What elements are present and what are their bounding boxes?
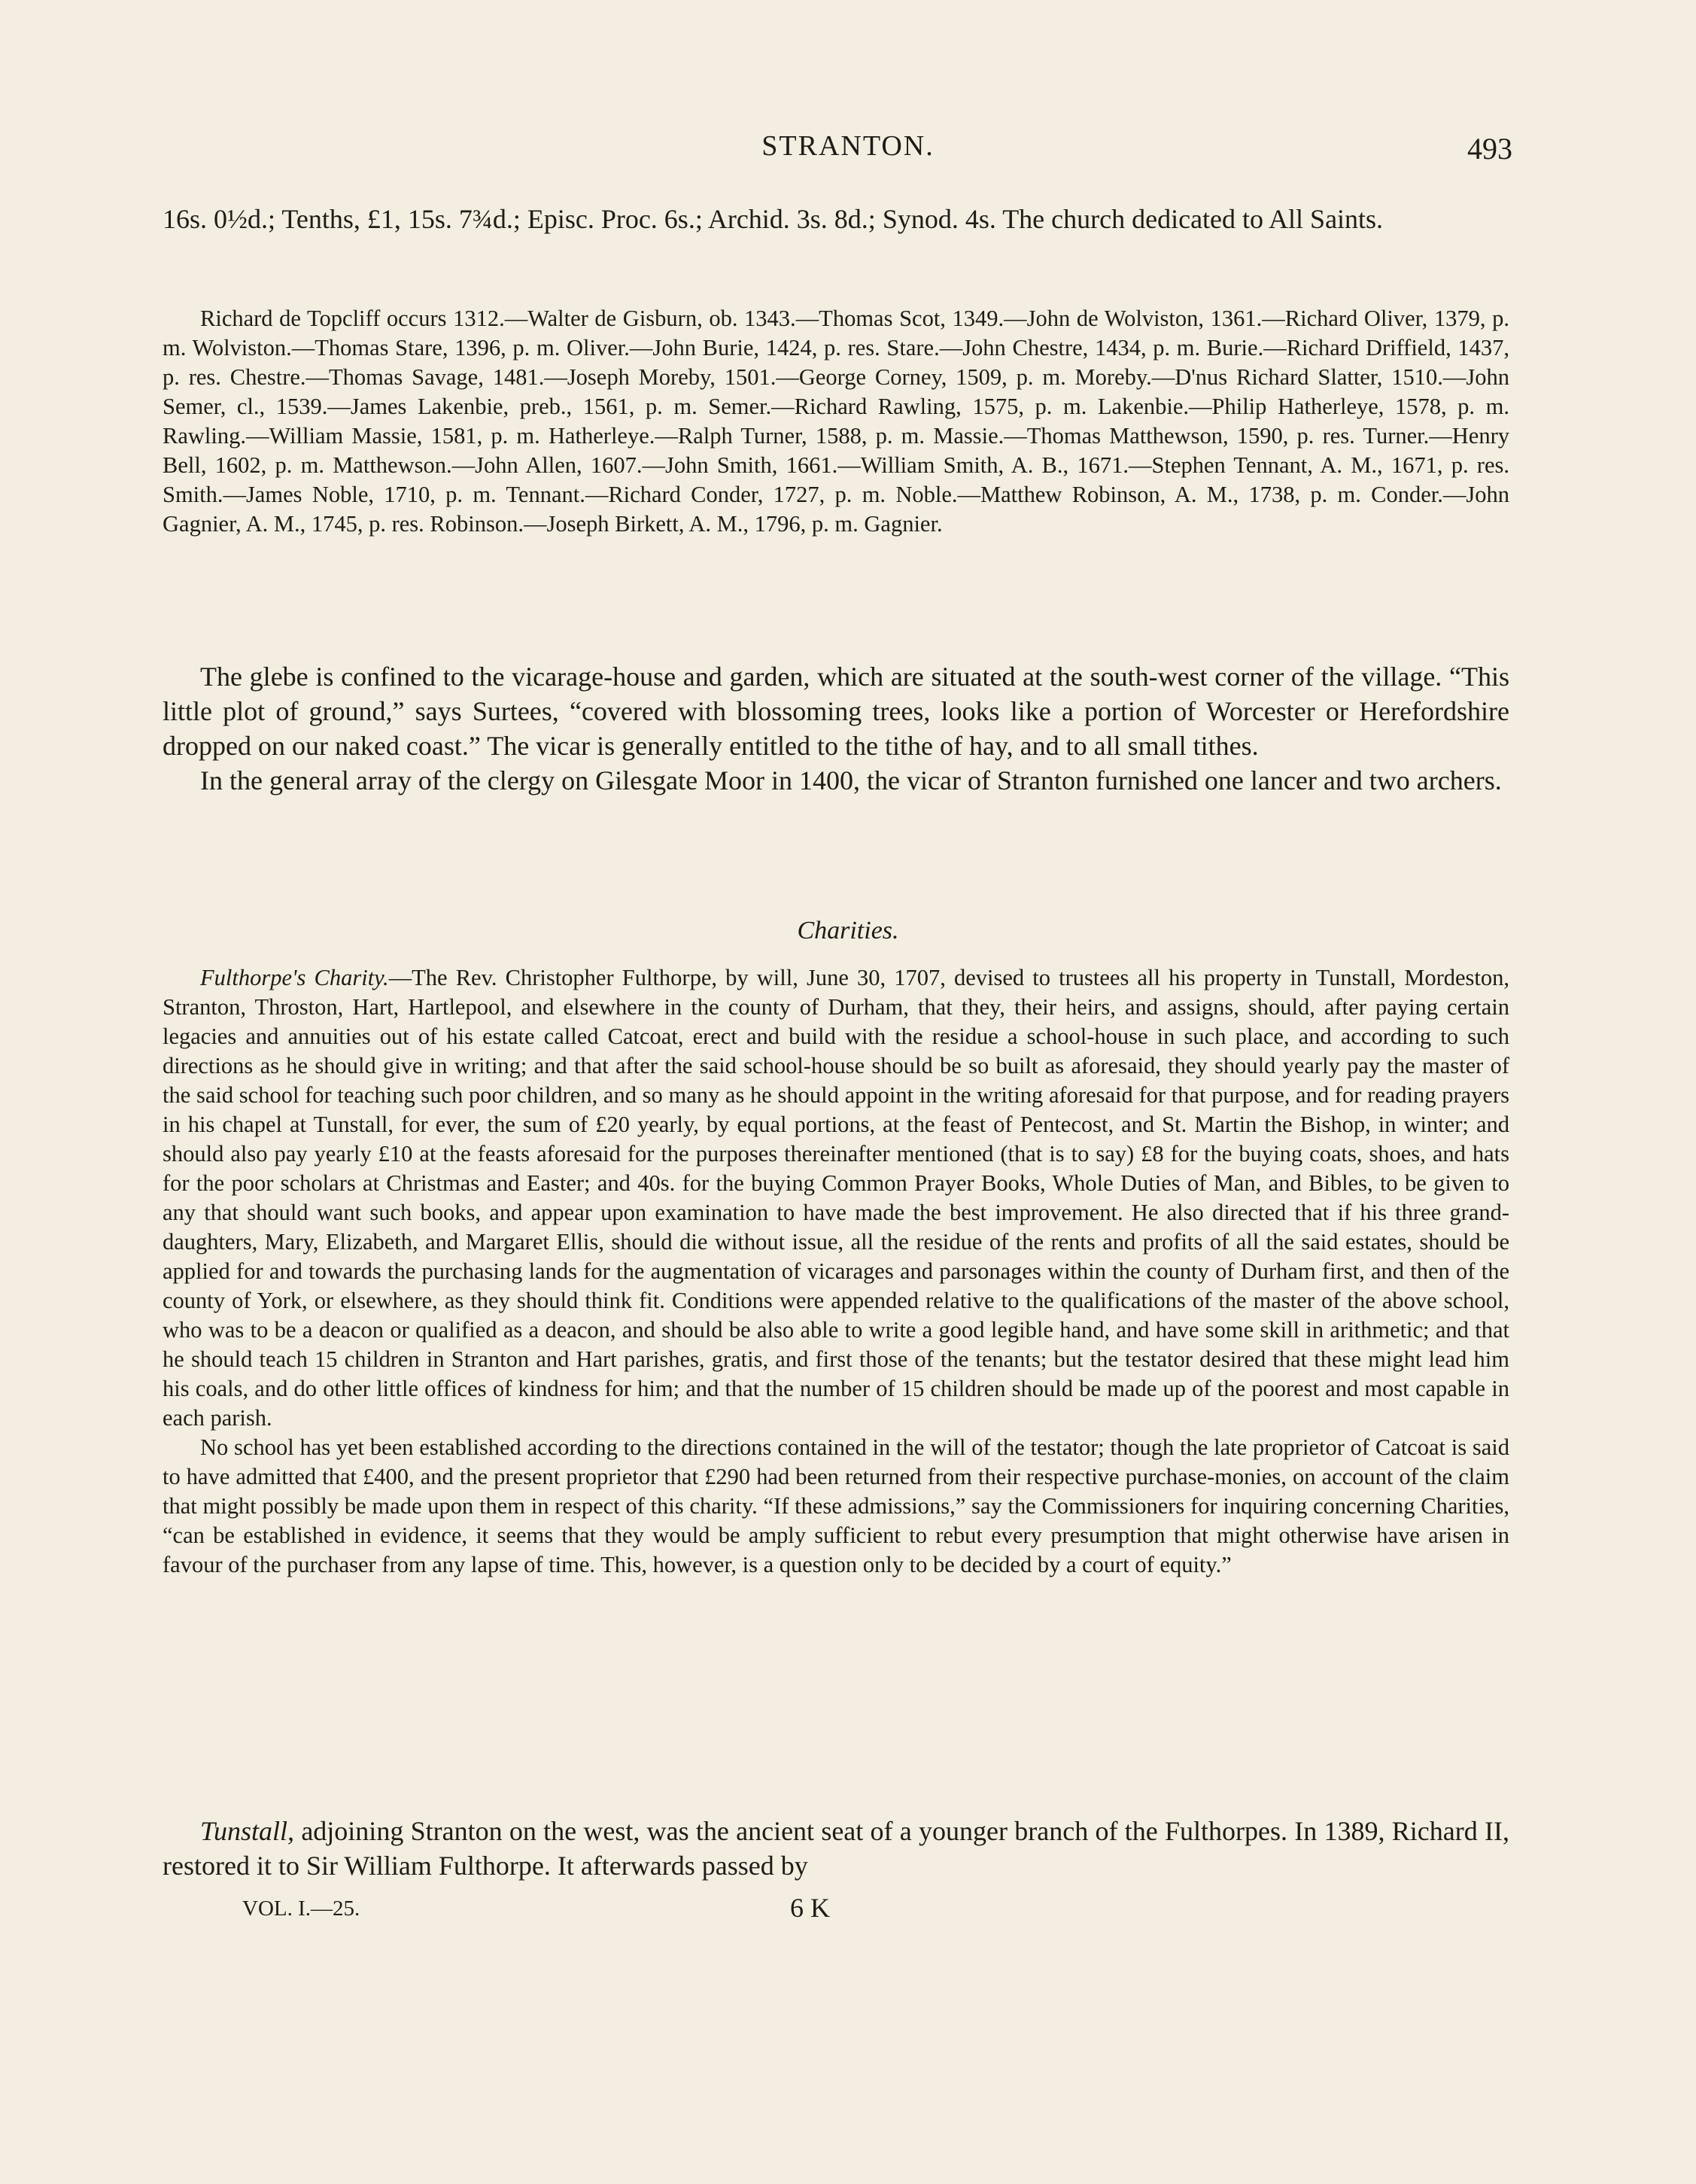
tunstall-paragraph — [163, 1814, 1509, 1883]
fulthorpe-charity-text: —The Rev. Christopher Fulthorpe, by will, June 30, 1707, devised to trustees all his property in Tunstall, Mordeston, Stranton, Throston, Hart, Hartlepool, and elsewhere in the county of Durham, that they, their heirs, and assigns, should, after paying certain legacies and annuities out of his estate called Catcoat, erect and build with the residue a school-house in such place, and according to such directions as he should give in writing; and that after the said school-house should be so built as aforesaid, they should yearly pay the master of the said school for teaching such poor children, and so many as he should appoint in the writing aforesaid for that purpose, and for reading prayers in his chapel at Tunstall, for ever, the sum of £20 yearly, by equal portions, at the feast of Pentecost, and St. Martin the Bishop, in winter; and should also pay yearly £10 at the feasts aforesaid for the purposes thereinafter mentioned (that is to say) £8 for the buying coats, shoes, and hats for the poor scholars at Christmas and Easter; and 40s. for the buying Common Prayer Books, Whole Duties of Man, and Bibles, to be given to any that should want such books, and appear upon examination to have made the best improvement. He also directed that if his three grand-daughters, Mary, Elizabeth, and Margaret Ellis, should die without issue, all the residue of the rents and profits of all the said estates, should be applied for and towards the purchasing lands for the augmentation of vicarages and parsonages within the county of Durham first, and then of the county of York, or elsewhere, as they should think fit. Conditions were appended relative to the qualifications of the master of the above school, who was to be a deacon or qualified as a deacon, and should be also able to write a good legible hand, and have some skill in arithmetic; and that he should teach 15 children in Stranton and Hart parishes, gratis, and first those of the tenants; but the testator desired that these might lead him his coals, and do other little offices of kindness for him; and that the number of 15 children should be made up of the poorest and most capable in each parish. — [163, 965, 1509, 1431]
intro-text: 16s. 0½d.; Tenths, £1, 15s. 7¾d.; Episc. Proc. 6s.; Archid. 3s. 8d.; Synod. 4s. The church dedicated to All Saints. — [163, 204, 1384, 234]
signature-mark: 6 K — [790, 1893, 830, 1923]
page-number: 493 — [1467, 132, 1512, 166]
intro-paragraph — [163, 202, 1509, 236]
incumbents-list — [163, 304, 1509, 539]
glebe-paragraph: The glebe is confined to the vicarage-house and garden, which are situated at the south-west corner of the village. “This little plot of ground,” says Surtees, “covered with blossoming trees, looks like a portion of Worcester or Herefordshire dropped on our naked coast.” The vicar is generally entitled to the tithe of hay, and to all small tithes. — [163, 662, 1509, 761]
tunstall-text — [163, 1814, 1509, 1883]
charities-heading: Charities. — [797, 917, 899, 944]
glebe-section — [163, 659, 1509, 798]
tunstall-name: Tunstall, — [200, 1816, 295, 1846]
fulthorpe-charity-paragraph — [163, 963, 1509, 1433]
running-head — [0, 126, 1696, 172]
charities-section — [163, 963, 1509, 1580]
volume-footer: VOL. I.—25. — [242, 1897, 360, 1921]
tunstall-rest: adjoining Stranton on the west, was the ancient seat of a younger branch of the Fulthorpes. In 1389, Richard II, restored it to Sir William Fulthorpe. It afterwards passed by — [163, 1816, 1509, 1881]
fulthorpe-charity-title: Fulthorpe's Charity. — [200, 965, 389, 990]
page-title: STRANTON. — [761, 130, 935, 162]
array-paragraph: In the general array of the clergy on Gilesgate Moor in 1400, the vicar of Stranton furnished one lancer and two archers. — [200, 765, 1502, 795]
incumbents-text: Richard de Topcliff occurs 1312.—Walter de Gisburn, ob. 1343.—Thomas Scot, 1349.—John de Wolviston, 1361.—Richard Oliver, 1379, p. m. Wolviston.—Thomas Stare, 1396, p. m. Oliver.—John Burie, 1424, p. res. Stare.—John Chestre, 1434, p. m. Burie.—Richard Driffield, 1437, p. res. Chestre.—Thomas Savage, 1481.—Joseph Moreby, 1501.—George Corney, 1509, p. m. Moreby.—D'nus Richard Slatter, 1510.—John Semer, cl., 1539.—James Lakenbie, preb., 1561, p. m. Semer.—Richard Rawling, 1575, p. m. Lakenbie.—Philip Hatherleye, 1578, p. m. Rawling.—William Massie, 1581, p. m. Hatherleye.—Ralph Turner, 1588, p. m. Massie.—Thomas Matthewson, 1590, p. res. Turner.—Henry Bell, 1602, p. m. Matthewson.—John Allen, 1607.—John Smith, 1661.—William Smith, A. B., 1671.—Stephen Tennant, A. M., 1671, p. res. Smith.—James Noble, 1710, p. m. Tennant.—Richard Conder, 1727, p. m. Noble.—Matthew Robinson, A. M., 1738, p. m. Conder.—John Gagnier, A. M., 1745, p. res. Robinson.—Joseph Birkett, A. M., 1796, p. m. Gagnier. — [163, 306, 1509, 537]
no-school-paragraph: No school has yet been established according to the directions contained in the will of the testator; though the late proprietor of Catcoat is said to have admitted that £400, and the present proprietor that £290 had been returned from their respective purchase-monies, on account of the claim that might possibly be made upon them in respect of this charity. “If these admissions,” say the Commissioners for inquiring concerning Charities, “can be established in evidence, it seems that they would be amply sufficient to rebut every presumption that might otherwise have arisen in favour of the purchaser from any lapse of time. This, however, is a question only to be decided by a court of equity.” — [163, 1434, 1509, 1577]
